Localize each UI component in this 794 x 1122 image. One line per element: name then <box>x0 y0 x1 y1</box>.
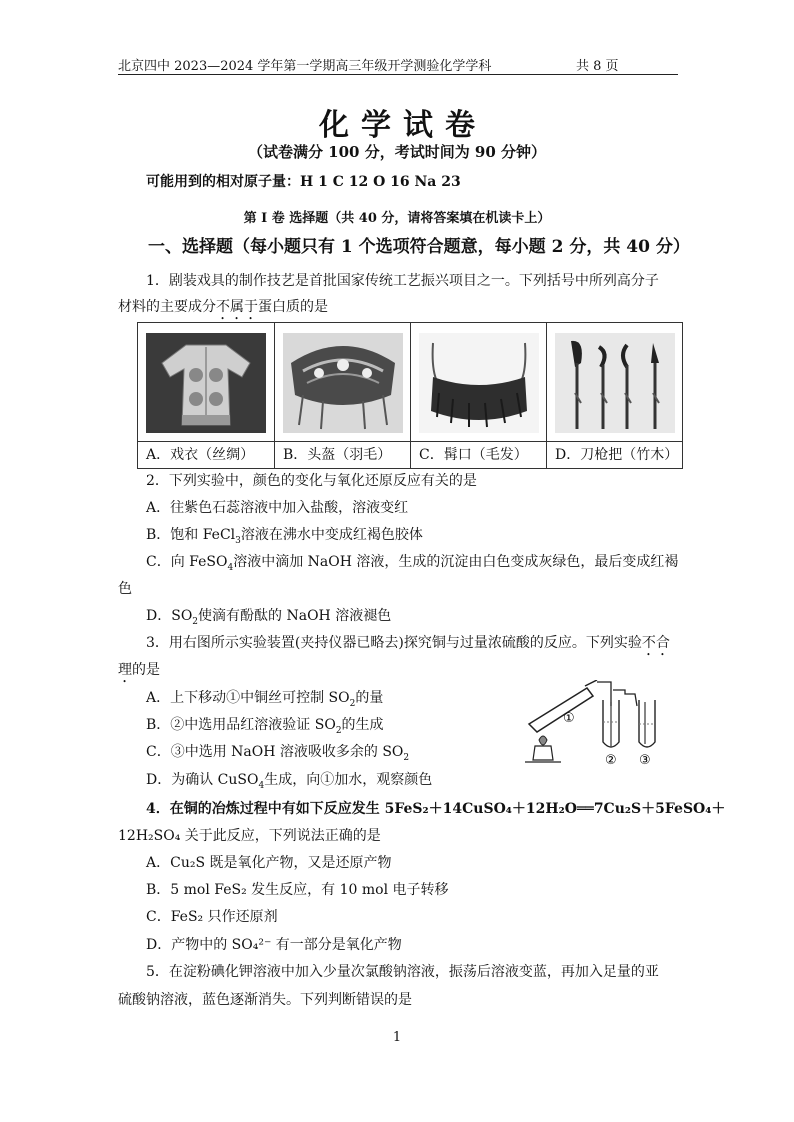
q3-c-sub: 2 <box>403 752 410 763</box>
q2-b-sub: 3 <box>235 535 241 546</box>
q2-option-a: A．往紫色石蕊溶液中加入盐酸，溶液变红 <box>146 500 409 516</box>
q1-stem-text: 材料的主要成分 <box>118 299 216 315</box>
q2-option-c-line1 <box>146 553 678 577</box>
label-1: ① <box>563 711 575 726</box>
q4-stem-line1: 4．在铜的冶炼过程中有如下反应发生 5FeS₂＋14CuSO₄＋12H₂O══7Cu₂S＋5FeSO₄＋ <box>146 801 726 817</box>
q4-option-a: A．Cu₂S 既是氧化产物，又是还原产物 <box>146 855 392 871</box>
q3-d-sub: 4 <box>258 780 265 791</box>
exam-title: 化学试卷 <box>319 108 487 143</box>
q2-d-sub: 2 <box>192 616 199 627</box>
q3-stem-text: 3．用右图所示实验装置(夹持仪器已略去)探究铜与过量浓硫酸的反应。下列实验 <box>146 635 642 651</box>
q1-stem-text-end: 蛋白质的是 <box>258 299 328 315</box>
q3-d-text-end: 生成，向①加水，观察颜色 <box>264 772 433 788</box>
q3-apparatus-diagram <box>515 680 665 770</box>
q4-option-b: B．5 mol FeS₂ 发生反应，有 10 mol 电子转移 <box>146 882 449 898</box>
q4-option-c: C．FeS₂ 只作还原剂 <box>146 909 278 925</box>
page-number: 1 <box>392 1030 402 1045</box>
q2-c-text: C．向 FeSO <box>146 554 228 570</box>
silk-robe-photo-icon <box>146 333 266 433</box>
hair-beard-photo-icon <box>419 333 539 433</box>
q2-c-sub: 4 <box>227 562 234 573</box>
q2-b-text-end: 溶液在沸水中变成红褐色胶体 <box>240 527 423 543</box>
q1-option-d-caption: D．刀枪把（竹木） <box>547 441 683 468</box>
q3-d-text: D．为确认 CuSO <box>146 772 259 788</box>
header-page-count: 共 8 页 <box>576 59 619 74</box>
q1-stem-emphasis: 不属于 <box>216 299 258 315</box>
q1-image-table <box>137 322 683 469</box>
q3-option-a <box>146 689 383 713</box>
q3-a-text: A．上下移动①中铜丝可控制 SO <box>146 690 350 706</box>
tube-3-icon <box>639 700 655 747</box>
tube-1-icon <box>525 680 597 762</box>
q1-option-b <box>274 323 410 468</box>
bamboo-weapons-photo-icon <box>555 333 675 433</box>
label-2: ② <box>605 753 617 768</box>
q3-a-sub: 2 <box>349 698 356 709</box>
q1-option-d <box>546 323 682 468</box>
q3-b-sub: 2 <box>335 725 342 736</box>
q1-option-c <box>410 323 546 468</box>
q2-c-text-end: 溶液中滴加 NaOH 溶液，生成的沉淀由白色变成灰绿色，最后变成红褐 <box>233 554 679 570</box>
q2-option-b <box>146 526 423 550</box>
q3-stem-line2 <box>118 661 160 686</box>
q5-stem-line1: 5．在淀粉碘化钾溶液中加入少量次氯酸钠溶液，振荡后溶液变蓝，再加入足量的亚 <box>146 964 659 980</box>
q2-option-c-line2: 色 <box>118 581 132 597</box>
q1-stem-line1: 1．剧装戏具的制作技艺是首批国家传统工艺振兴项目之一。下列括号中所列高分子 <box>146 273 659 289</box>
exam-subtitle: （试卷满分 100 分，考试时间为 90 分钟） <box>247 143 547 161</box>
q2-d-text-end: 使滴有酚酞的 NaOH 溶液褪色 <box>198 608 392 624</box>
q3-c-text: C．③中选用 NaOH 溶液吸收多余的 SO <box>146 744 404 760</box>
feather-helmet-photo-icon <box>283 333 403 433</box>
q3-b-text: B．②中选用品红溶液验证 SO <box>146 717 336 733</box>
q3-a-text-end: 的量 <box>355 690 384 706</box>
header-school-title: 北京四中 2023—2024 学年第一学期高三年级开学测验化学学科 <box>118 59 492 74</box>
q1-option-b-caption: B．头盔（羽毛） <box>275 441 411 468</box>
q4-option-d: D．产物中的 SO₄²⁻ 有一部分是氧化产物 <box>146 937 402 953</box>
q4-stem-line2: 12H₂SO₄ 关于此反应，下列说法正确的是 <box>118 828 381 844</box>
label-3: ③ <box>639 753 651 768</box>
q1-stem-line2 <box>118 298 328 323</box>
q3-stem-emphasis: 不合 <box>641 635 670 651</box>
q1-option-c-caption: C．髯口（毛发） <box>411 441 547 468</box>
q2-b-text: B．饱和 FeCl <box>146 527 236 543</box>
section-header: 第 I 卷 选择题（共 40 分，请将答案填在机读卡上） <box>243 211 551 226</box>
q5-stem-line2: 硫酸钠溶液，蓝色逐渐消失。下列判断错误的是 <box>118 992 412 1008</box>
q2-d-text: D．SO <box>146 608 193 624</box>
part-title: 一、选择题（每小题只有 1 个选项符合题意，每小题 2 分，共 40 分） <box>148 237 690 257</box>
q2-option-d <box>146 607 391 631</box>
atomic-masses: 可能用到的相对原子量：H 1 C 12 O 16 Na 23 <box>146 174 461 190</box>
q3-stem-line1 <box>146 634 670 659</box>
q3-option-c <box>146 743 409 767</box>
q3-stem-text-end: 的是 <box>132 662 160 678</box>
q3-option-d <box>146 771 432 795</box>
tube-2-icon <box>603 700 619 747</box>
q3-stem-emphasis-2: 理 <box>118 662 132 678</box>
page-header <box>118 52 678 75</box>
q2-stem: 2．下列实验中，颜色的变化与氧化还原反应有关的是 <box>146 473 477 489</box>
q3-option-b <box>146 716 384 740</box>
q3-b-text-end: 的生成 <box>341 717 384 733</box>
q1-option-a <box>138 323 274 468</box>
q1-option-a-caption: A．戏衣（丝绸） <box>138 441 274 468</box>
